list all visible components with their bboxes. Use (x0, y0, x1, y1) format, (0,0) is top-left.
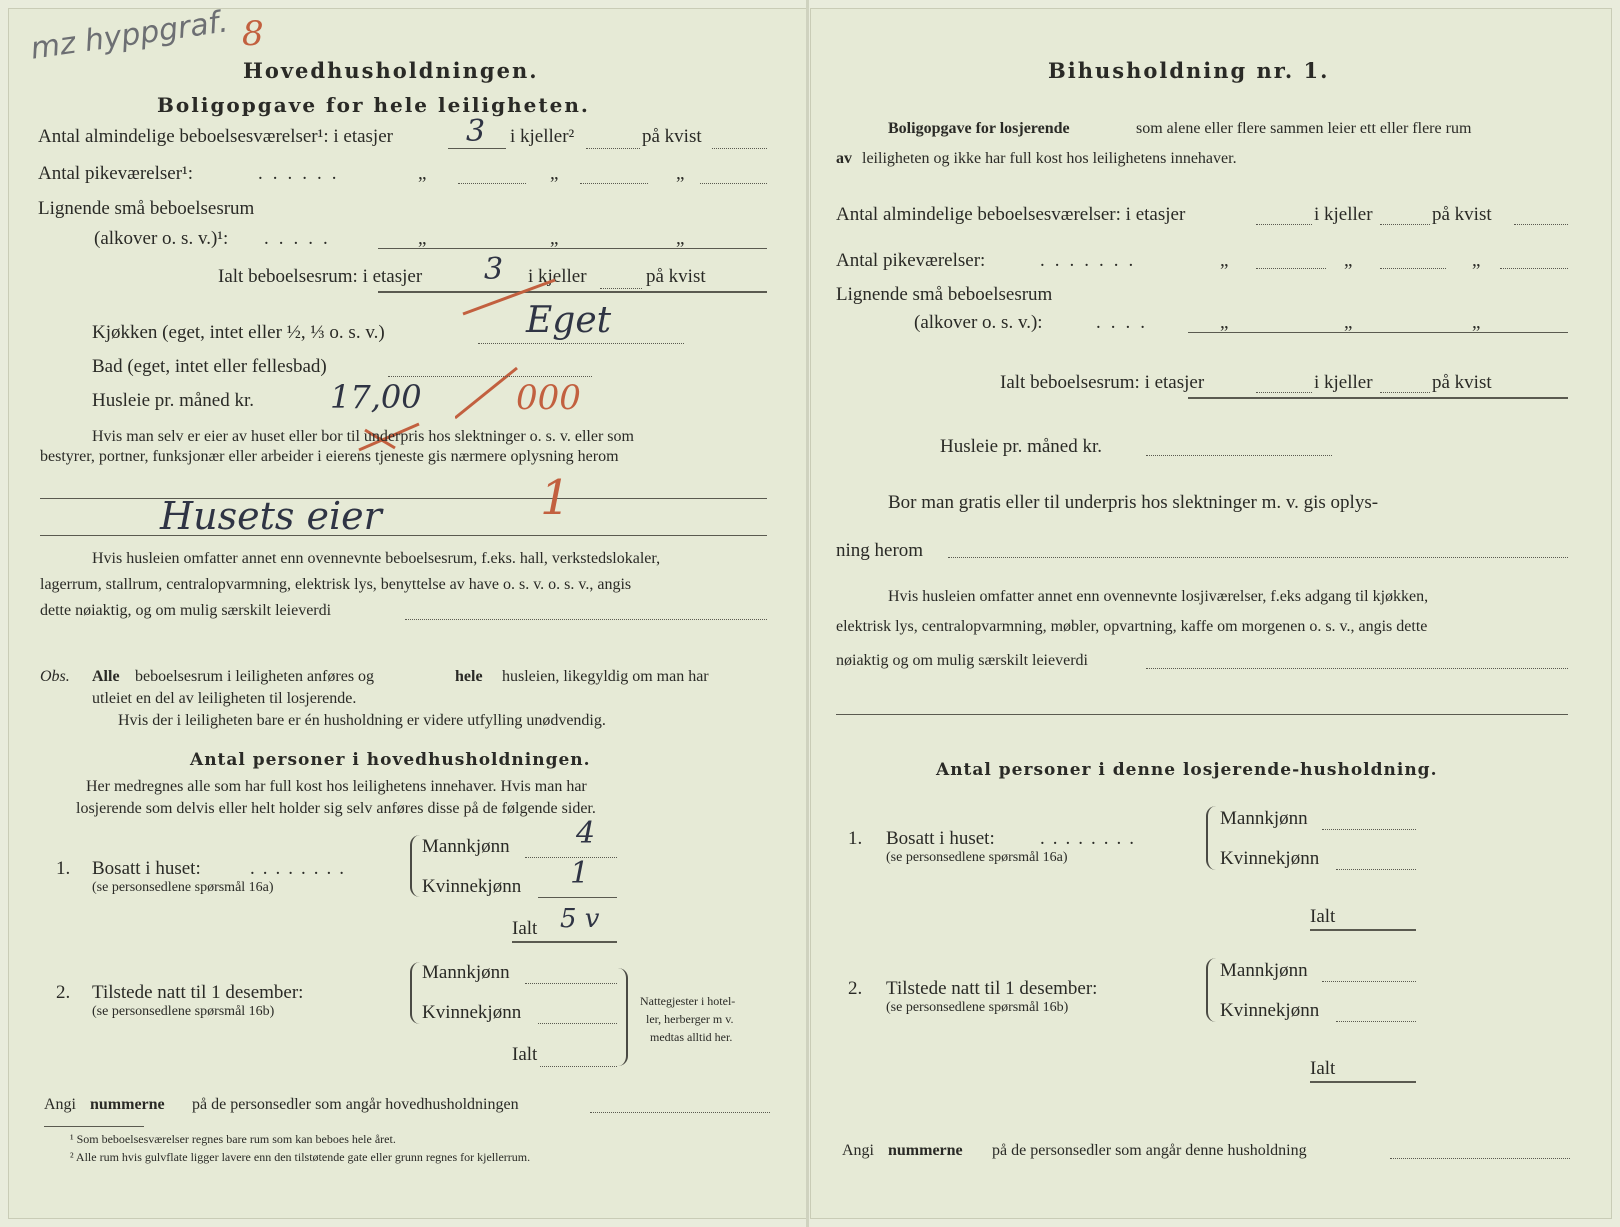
left-row2-line-2 (580, 183, 648, 184)
left-row2-ditto-3: „ (676, 163, 685, 184)
right-husleie-label: Husleie pr. måned kr. (940, 436, 1102, 457)
left-kjokken-line (478, 343, 684, 344)
right-row2-line-2 (1380, 268, 1446, 269)
left-bad-line (388, 376, 592, 377)
left-q1-ialt-line (512, 941, 617, 943)
left-nattegjester-1: Nattegjester i hotel- (640, 994, 736, 1008)
right-omfatter-line-2 (836, 714, 1568, 715)
left-q1-brace (410, 835, 420, 897)
left-q2-kvinne-label: Kvinnekjønn (422, 1002, 522, 1023)
right-row3b-label: (alkover o. s. v.): (914, 312, 1043, 333)
left-row2-dots: ...... (258, 163, 347, 184)
left-angi-1: Angi (44, 1096, 76, 1113)
left-husleie-label: Husleie pr. måned kr. (92, 390, 254, 411)
right-angi-nummerne: nummerne (888, 1142, 963, 1159)
right-q1-kvinne-label: Kvinnekjønn (1220, 848, 1320, 869)
left-eier-red-mark: 1 (540, 470, 571, 526)
right-omfatter-1: Hvis husleien omfatter annet enn ovennevnte losjiværelser, f.eks adgang til kjøkken, (888, 588, 1429, 605)
right-row2-line-1 (1256, 268, 1326, 269)
right-q2-sub: (se personsedlene spørsmål 16b) (886, 1000, 1069, 1015)
left-angi-nummerne: nummerne (90, 1096, 165, 1113)
right-row1-kvist-line (1514, 224, 1568, 225)
left-q2-mann-line (525, 983, 617, 984)
left-q2-label: Tilstede natt til 1 desember: (92, 982, 304, 1003)
right-q2-brace (1206, 958, 1216, 1022)
left-q1-kvinne-value[interactable]: 1 (570, 856, 590, 891)
right-ialt-kjeller-line (1380, 392, 1430, 393)
left-ialt-kjeller: i kjeller (528, 266, 587, 287)
left-obs-text-3: Hvis der i leiligheten bare er én husholdning er videre utfylling unødvendig. (118, 712, 606, 729)
pencil-annotation: mz hyppgraf. (28, 4, 231, 67)
left-q1-label: Bosatt i huset: (92, 858, 201, 879)
left-subtitle: Boligopgave for hele leiligheten. (157, 93, 590, 117)
right-title: Bihusholdning nr. 1. (1048, 58, 1330, 83)
left-eier-line-2 (40, 535, 767, 536)
left-row1-label: Antal almindelige beboelsesværelser¹: i etasjer (38, 126, 393, 147)
left-q1-num: 1. (56, 858, 71, 879)
left-obs-label: Obs. (40, 668, 70, 685)
left-q1-mann-value[interactable]: 4 (576, 816, 596, 851)
left-row1-etasjer-value[interactable]: 3 (466, 114, 486, 149)
right-q1-ialt-line (1310, 929, 1416, 931)
right-row1-kjeller-line (1380, 224, 1430, 225)
right-row3-underline (1188, 332, 1568, 333)
left-q1-dots: ........ (250, 858, 352, 879)
left-omfatter-3: dette nøiaktig, og om mulig særskilt leieverdi (40, 602, 332, 619)
right-angi-1: Angi (842, 1142, 874, 1159)
left-nattegjester-3: medtas alltid her. (650, 1030, 733, 1044)
left-ialt-kvist: på kvist (646, 266, 706, 287)
right-q2-kvinne-line (1336, 1021, 1416, 1022)
right-row1-kvist: på kvist (1432, 204, 1492, 225)
right-gratis-1: Bor man gratis eller til underpris hos slektninger m. v. gis oplys- (888, 492, 1379, 513)
right-omfatter-2: elektrisk lys, centralopvarmning, møbler, opvartning, kaffe om morgenen o. s. v., angis dette (836, 618, 1428, 635)
right-q1-ialt-label: Ialt (1310, 906, 1336, 927)
right-row3-ditto-1: „ (1220, 312, 1229, 333)
right-q1-mann-label: Mannkjønn (1220, 808, 1308, 829)
left-row2-line-1 (458, 183, 526, 184)
right-row2-ditto-2: „ (1344, 250, 1353, 271)
left-obs-text-1b: beboelsesrum i leiligheten anføres og (135, 668, 375, 685)
right-row1-etasjer-line (1256, 224, 1312, 225)
right-angi-3: på de personsedler som angår denne husholdning (992, 1142, 1307, 1159)
right-q1-brace (1206, 806, 1216, 870)
left-q2-ialt-label: Ialt (512, 1044, 538, 1065)
right-row3-ditto-3: „ (1472, 312, 1481, 333)
left-row2-label: Antal pikeværelser¹: (38, 163, 194, 184)
left-antal-title: Antal personer i hovedhusholdningen. (190, 750, 591, 770)
left-row2-ditto-2: „ (550, 163, 559, 184)
left-eier-text-1: Hvis man selv er eier av huset eller bor til underpris hos slektninger o. s. v. eller som (92, 428, 634, 445)
left-ialt-etasjer-value[interactable]: 3 (484, 252, 504, 287)
right-q1-mann-line (1322, 829, 1416, 830)
left-footnote-rule (44, 1126, 144, 1127)
left-q2-brace (410, 962, 420, 1024)
left-angi-line (590, 1112, 770, 1113)
left-row3-ditto-1: „ (418, 228, 427, 249)
left-q1-ialt-value[interactable]: 5 v (560, 904, 600, 934)
right-angi-line (1390, 1158, 1570, 1159)
left-row2-line-3 (700, 183, 767, 184)
left-ialt-kjeller-line (600, 288, 642, 289)
right-omfatter-line-1 (1146, 668, 1568, 669)
left-husleie-value[interactable]: 17,00 (330, 378, 422, 416)
left-q2-right-brace (618, 968, 628, 1066)
right-ialt-etasjer-line (1256, 392, 1312, 393)
left-obs-text-2: utleiet en del av leiligheten til losjerende. (92, 690, 357, 707)
right-q2-label: Tilstede natt til 1 desember: (886, 978, 1098, 999)
left-kjokken-value[interactable]: Eget (526, 300, 612, 341)
right-husleie-line (1146, 455, 1332, 456)
left-eier-line-1 (40, 498, 767, 499)
left-row1-kvist-line (712, 148, 767, 149)
left-row3-ditto-2: „ (550, 228, 559, 249)
right-q1-label: Bosatt i huset: (886, 828, 995, 849)
right-intro-2b: leiligheten og ikke har full kost hos leilighetens innehaver. (862, 150, 1237, 167)
left-bad-label: Bad (eget, intet eller fellesbad) (92, 356, 327, 377)
left-row1-kjeller: i kjeller² (510, 126, 575, 147)
right-row2-ditto-3: „ (1472, 250, 1481, 271)
left-ialt-underline (378, 291, 767, 293)
right-ialt-kvist: på kvist (1432, 372, 1492, 393)
left-q2-kvinne-line (538, 1023, 617, 1024)
left-q1-sub: (se personsedlene spørsmål 16a) (92, 880, 274, 895)
left-ialt-label: Ialt beboelsesrum: i etasjer (218, 266, 423, 287)
right-q2-ialt-label: Ialt (1310, 1058, 1336, 1079)
red-annotation-number: 8 (242, 14, 264, 54)
right-row3-dots: .... (1096, 312, 1155, 333)
left-row3-underline (378, 248, 767, 249)
left-angi-3: på de personsedler som angår hovedhusholdningen (192, 1096, 519, 1113)
right-q1-dots: ........ (1040, 828, 1142, 849)
left-omfatter-line (405, 619, 767, 620)
left-q1-ialt-label: Ialt (512, 918, 538, 939)
left-obs-text-1d: husleien, likegyldig om man har (502, 668, 709, 685)
left-antal-text-2: losjerende som delvis eller helt holder sig selv anføres disse på de følgende sider. (76, 800, 596, 817)
right-row1-label: Antal almindelige beboelsesværelser: i etasjer (836, 204, 1186, 225)
right-q2-kvinne-label: Kvinnekjønn (1220, 1000, 1320, 1021)
left-row2-ditto-1: „ (418, 163, 427, 184)
page-fold (806, 0, 809, 1227)
right-row3-ditto-2: „ (1344, 312, 1353, 333)
left-row1-kvist: på kvist (642, 126, 702, 147)
right-row2-line-3 (1500, 268, 1568, 269)
right-q1-num: 1. (848, 828, 863, 849)
right-intro-1b: som alene eller flere sammen leier ett eller flere rum (1136, 120, 1472, 137)
left-footnote-1: ¹ Som beboelsesværelser regnes bare rum som kan beboes hele året. (70, 1132, 396, 1146)
left-row3-dots: ..... (264, 228, 338, 249)
left-q2-num: 2. (56, 982, 71, 1003)
left-husleie-red-value: 000 (516, 378, 581, 418)
right-antal-title: Antal personer i denne losjerende-husholdning. (936, 760, 1438, 780)
left-obs-alle: Alle (92, 668, 120, 685)
right-q2-mann-label: Mannkjønn (1220, 960, 1308, 981)
left-omfatter-1: Hvis husleien omfatter annet enn ovennevnte beboelsesrum, f.eks. hall, verkstedslokaler, (92, 550, 661, 567)
right-gratis-2: ning herom (836, 540, 924, 561)
left-q1-mann-label: Mannkjønn (422, 836, 510, 857)
right-q2-num: 2. (848, 978, 863, 999)
left-row3-ditto-3: „ (676, 228, 685, 249)
right-ialt-label: Ialt beboelsesrum: i etasjer (1000, 372, 1205, 393)
right-intro-bold: Boligopgave for losjerende (888, 120, 1070, 137)
right-ialt-underline (1188, 397, 1568, 399)
left-omfatter-2: lagerrum, stallrum, centralopvarmning, elektrisk lys, benyttelse av have o. s. v. o. s. v., angis (40, 576, 632, 593)
right-intro-av: av (836, 150, 852, 167)
left-footnote-2: ² Alle rum hvis gulvflate ligger lavere enn den tilstøtende gate eller grunn regnes for kjellerrum. (70, 1150, 531, 1164)
right-q2-mann-line (1322, 981, 1416, 982)
left-antal-text-1: Her medregnes alle som har full kost hos leilighetens innehaver. Hvis man har (86, 778, 587, 795)
left-row3b-label: (alkover o. s. v.)¹: (94, 228, 229, 249)
right-gratis-line (948, 557, 1568, 558)
right-q2-ialt-line (1310, 1081, 1416, 1083)
left-row1-kjeller-line (586, 148, 640, 149)
right-row1-kjeller: i kjeller (1314, 204, 1373, 225)
right-row3-label: Lignende små beboelsesrum (836, 284, 1053, 305)
left-kjokken-label: Kjøkken (eget, intet eller ½, ⅓ o. s. v.) (92, 322, 385, 343)
left-q2-sub: (se personsedlene spørsmål 16b) (92, 1004, 275, 1019)
right-row2-dots: ....... (1040, 250, 1144, 271)
left-nattegjester-2: ler, herberger m v. (646, 1012, 734, 1026)
right-q1-kvinne-line (1336, 869, 1416, 870)
left-q2-mann-label: Mannkjønn (422, 962, 510, 983)
right-page (810, 8, 1612, 1219)
left-eier-value[interactable]: Husets eier (160, 494, 382, 538)
left-q1-kvinne-line (538, 897, 617, 898)
left-row3-label: Lignende små beboelsesrum (38, 198, 255, 219)
left-obs-hele: hele (455, 668, 483, 685)
right-row2-ditto-1: „ (1220, 250, 1229, 271)
right-q1-sub: (se personsedlene spørsmål 16a) (886, 850, 1068, 865)
right-omfatter-3: nøiaktig og om mulig særskilt leieverdi (836, 652, 1088, 669)
left-q1-kvinne-label: Kvinnekjønn (422, 876, 522, 897)
left-title: Hovedhusholdningen. (243, 58, 539, 83)
right-ialt-kjeller: i kjeller (1314, 372, 1373, 393)
right-row2-label: Antal pikeværelser: (836, 250, 986, 271)
left-q2-ialt-line (540, 1066, 617, 1067)
left-eier-text-2: bestyrer, portner, funksjonær eller arbeider i eierens tjeneste gis nærmere oplysning herom (40, 448, 619, 465)
